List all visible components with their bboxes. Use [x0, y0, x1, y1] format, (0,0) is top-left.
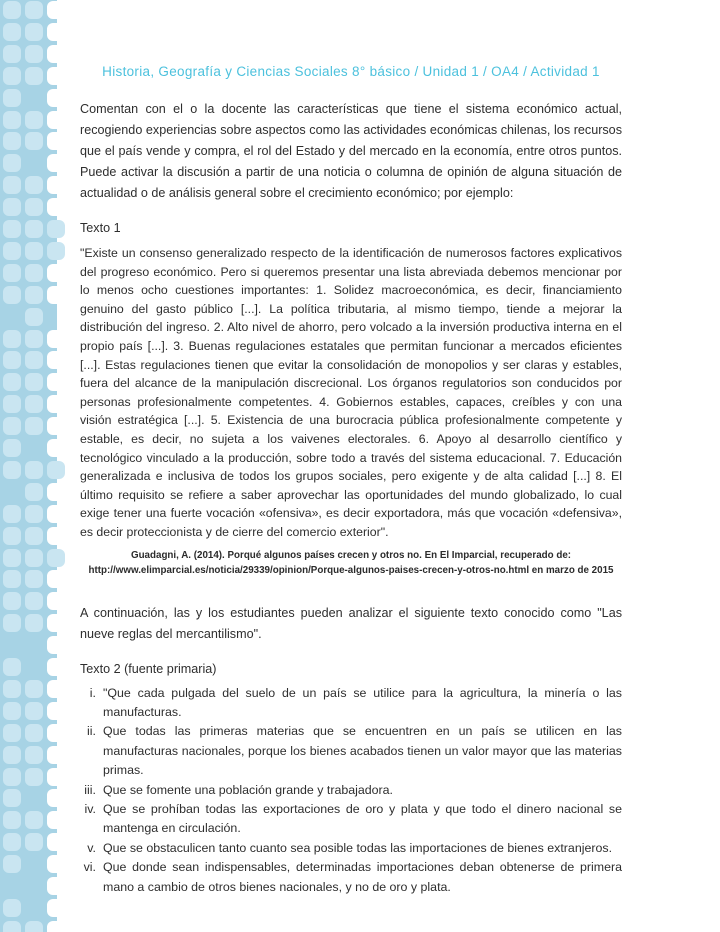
pattern-square: [25, 614, 43, 632]
pattern-square: [3, 198, 21, 216]
pattern-square: [25, 768, 43, 786]
pattern-square: [3, 461, 21, 479]
pattern-square: [47, 439, 65, 457]
pattern-square: [47, 592, 65, 610]
pattern-square: [47, 746, 65, 764]
list-item-number: v.: [87, 840, 96, 855]
list-item-text: "Que cada pulgada del suelo de un país se utilice para la agricultura, la minería o las manufacturas.: [103, 685, 622, 719]
mercantilism-rules-list: [80, 684, 622, 897]
pattern-square: [3, 505, 21, 523]
pattern-square: [3, 811, 21, 829]
pattern-square: [3, 658, 21, 676]
pattern-square: [3, 549, 21, 567]
pattern-square: [3, 724, 21, 742]
pattern-square: [25, 680, 43, 698]
pattern-square: [25, 592, 43, 610]
intro-paragraph: Comentan con el o la docente las características que tiene el sistema económico actual, recogiendo experiencias sobre aspectos como las actividades económicas chilenas, los recursos que el país vende y compra, el rol del Estado y del mercado en la economía, entre otros puntos. Puede activar la discusión a partir de una noticia o columna de opinión de alguna situación de actualidad o de análisis general sobre el crecimiento económico; por ejemplo:: [80, 102, 622, 200]
pattern-square: [3, 855, 21, 873]
pattern-square: [25, 132, 43, 150]
list-item-number: ii.: [87, 724, 96, 739]
pattern-square: [25, 1, 43, 19]
pattern-square: [47, 855, 65, 873]
pattern-square: [3, 746, 21, 764]
pattern-square: [25, 570, 43, 588]
list-item-text: Que se fomente una población grande y trabajadora.: [103, 782, 394, 797]
pattern-square: [47, 877, 65, 895]
pattern-square: [47, 899, 65, 917]
pattern-square: [47, 45, 65, 63]
page-content: [80, 0, 622, 897]
pattern-square: [3, 395, 21, 413]
list-item: [80, 722, 622, 780]
pattern-square: [25, 549, 43, 567]
pattern-square: [25, 198, 43, 216]
pattern-square: [3, 89, 21, 107]
pattern-square: [3, 592, 21, 610]
texto1-citation: [80, 548, 622, 579]
pattern-square: [3, 527, 21, 545]
pattern-square: [47, 286, 65, 304]
list-item-number: vi.: [83, 860, 96, 875]
pattern-square: [47, 395, 65, 413]
pattern-square: [3, 899, 21, 917]
pattern-square: [47, 132, 65, 150]
pattern-square: [47, 89, 65, 107]
pattern-square: [25, 45, 43, 63]
pattern-square: [47, 570, 65, 588]
pattern-square: [47, 549, 65, 567]
pattern-square: [3, 330, 21, 348]
pattern-square: [47, 1, 65, 19]
list-item: [80, 858, 622, 897]
pattern-square: [25, 505, 43, 523]
list-item: [80, 781, 622, 800]
pattern-square: [3, 111, 21, 129]
pattern-square: [47, 461, 65, 479]
pattern-square: [47, 483, 65, 501]
pattern-square: [47, 264, 65, 282]
pattern-square: [47, 111, 65, 129]
pattern-square: [25, 23, 43, 41]
page-title: Historia, Geografía y Ciencias Sociales 8° básico / Unidad 1 / OA4 / Actividad 1: [102, 64, 600, 79]
pattern-square: [47, 176, 65, 194]
pattern-square: [3, 417, 21, 435]
pattern-square: [3, 23, 21, 41]
pattern-square: [47, 833, 65, 851]
list-item-number: iii.: [84, 782, 96, 797]
continuation-paragraph: A continuación, las y los estudiantes pueden analizar el siguiente texto conocido como "Las nueve reglas del mercantilismo".: [80, 605, 622, 641]
pattern-square: [47, 680, 65, 698]
pattern-square: [47, 768, 65, 786]
texto1-quote: "Existe un consenso generalizado respecto de la identificación de numerosos factores explicativos del progreso económico. Pero si queremos presentar una lista abreviada debemos mencionar por lo menos ocho cuestiones importantes: 1. Solidez macroeconómica, es decir, financiamiento genuino del gasto público [...]. La política tributaria, al mismo tiempo, tiende a mejorar la distribución del ingreso. 2. Alto nivel de ahorro, pero volcado a la inversión productiva interna en el propio país [...]. 3. Buenas regulaciones estatales que permitan funcionar a mercados eficientes [...]. Estas regulaciones tienen que evitar la consolidación de monopolios y ser claras y estables, fuera del alcance de la manipulación discrecional. Los órganos regulatorios son conducidos por personas profesionalmente competentes. 4. Gobiernos estables, capaces, creíbles y con una visión estratégica [...]. 5. Existencia de una burocracia pública profesionalmente competente y estable, es decir, no sujeta a los vaivenes electorales. 6. Apoyo al desarrollo científico y tecnológico vinculado a la producción, sobre todo a través del sistema educacional. 7. Educación generalizada e inclusiva de todos los grupos sociales, pero exigente y de alta calidad [...] 8. El último requisito se refiere a saber aprovechar las oportunidades del mundo globalizado, lo cual exige tener una fuerte vocación «ofensiva», es decir exportadora, más que vocación «defensiva», es decir proteccionista y de cierre del comercio exterior".: [80, 246, 622, 539]
pattern-square: [25, 308, 43, 326]
list-item-number: i.: [89, 685, 96, 700]
pattern-square: [47, 373, 65, 391]
pattern-square: [3, 242, 21, 260]
list-item-text: Que se obstaculicen tanto cuanto sea posible todas las importaciones de bienes extranjeros.: [103, 840, 613, 855]
list-item-text: Que todas las primeras materias que se encuentren en un país se utilicen en las manufacturas nacionales, porque los bienes acabados tienen un valor mayor que las materias primas.: [103, 724, 622, 778]
pattern-square: [3, 132, 21, 150]
list-item: [80, 800, 622, 839]
pattern-square: [47, 921, 65, 932]
pattern-square: [47, 505, 65, 523]
pattern-square: [47, 351, 65, 369]
pattern-square: [3, 176, 21, 194]
pattern-square: [47, 67, 65, 85]
pattern-square: [3, 921, 21, 932]
pattern-square: [25, 724, 43, 742]
pattern-square: [47, 811, 65, 829]
pattern-square: [47, 658, 65, 676]
pattern-square: [25, 527, 43, 545]
pattern-square: [3, 833, 21, 851]
pattern-square: [25, 417, 43, 435]
citation-line-2: http://www.elimparcial.es/noticia/29339/opinion/Porque-algunos-paises-crecen-y-otros-no.html en marzo de 2015: [88, 565, 614, 576]
pattern-square: [3, 702, 21, 720]
pattern-square: [25, 330, 43, 348]
pattern-square: [47, 220, 65, 238]
pattern-square: [25, 242, 43, 260]
list-item: [80, 839, 622, 858]
pattern-square: [47, 789, 65, 807]
pattern-square: [47, 724, 65, 742]
pattern-square: [47, 702, 65, 720]
pattern-square: [47, 417, 65, 435]
pattern-square: [25, 811, 43, 829]
pattern-square: [25, 833, 43, 851]
texto2-label: Texto 2 (fuente primaria): [80, 661, 217, 676]
pattern-square: [3, 789, 21, 807]
pattern-square: [3, 680, 21, 698]
pattern-square: [3, 286, 21, 304]
pattern-square: [25, 176, 43, 194]
list-item: [80, 684, 622, 723]
pattern-square: [3, 264, 21, 282]
pattern-square: [47, 330, 65, 348]
pattern-square: [3, 439, 21, 457]
pattern-square: [47, 154, 65, 172]
pattern-square: [3, 614, 21, 632]
pattern-square: [3, 154, 21, 172]
pattern-square: [3, 351, 21, 369]
pattern-square: [25, 395, 43, 413]
pattern-square: [25, 483, 43, 501]
citation-line-1: Guadagni, A. (2014). Porqué algunos países crecen y otros no. En El Imparcial, recuperado de:: [130, 549, 572, 561]
pattern-square: [25, 702, 43, 720]
decorative-left-border: [0, 0, 72, 932]
pattern-square: [47, 23, 65, 41]
pattern-square: [47, 636, 65, 654]
pattern-square: [47, 198, 65, 216]
pattern-square: [25, 461, 43, 479]
pattern-square: [25, 220, 43, 238]
pattern-square: [25, 264, 43, 282]
pattern-square: [3, 220, 21, 238]
pattern-square: [47, 614, 65, 632]
pattern-square: [47, 242, 65, 260]
pattern-square: [25, 921, 43, 932]
texto1-label: Texto 1: [80, 221, 121, 235]
pattern-square: [3, 1, 21, 19]
list-item-text: Que donde sean indispensables, determinadas importaciones deban obtenerse de primera mano a cambio de otros bienes nacionales, y no de oro y plata.: [103, 860, 622, 894]
pattern-square: [25, 373, 43, 391]
pattern-square: [25, 746, 43, 764]
pattern-square: [25, 286, 43, 304]
pattern-square: [3, 768, 21, 786]
list-item-number: iv.: [84, 801, 96, 816]
pattern-square: [25, 111, 43, 129]
pattern-square: [25, 67, 43, 85]
pattern-square: [3, 45, 21, 63]
pattern-square: [25, 351, 43, 369]
list-item-text: Que se prohíban todas las exportaciones de oro y plata y que todo el dinero nacional se mantenga en circulación.: [103, 801, 622, 836]
pattern-square: [3, 373, 21, 391]
pattern-square: [47, 527, 65, 545]
pattern-square: [3, 570, 21, 588]
pattern-square: [3, 67, 21, 85]
